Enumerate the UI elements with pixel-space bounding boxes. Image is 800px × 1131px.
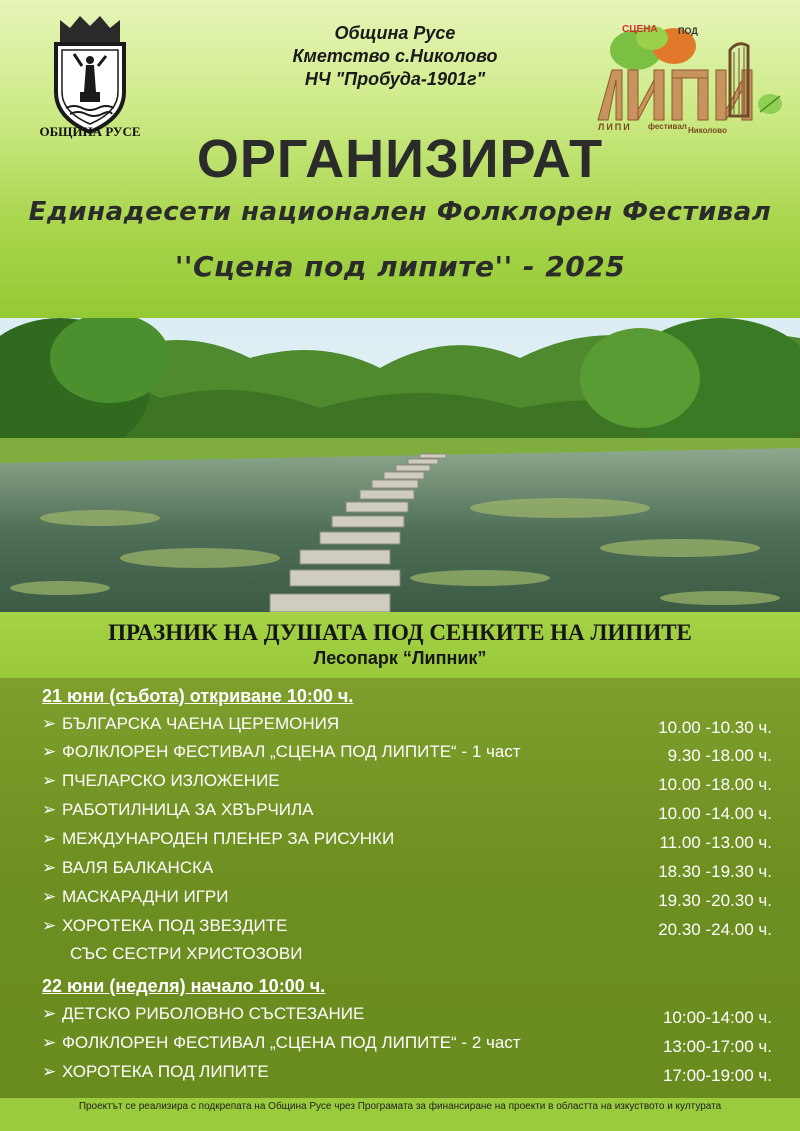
schedule-section (0, 678, 800, 1098)
festival-name-year: ''Сцена под липите'' - 2025 (174, 250, 626, 283)
arrow-bullet-icon: ➢ (42, 1062, 57, 1081)
schedule-row (42, 829, 772, 857)
event-name: РАБОТИЛНИЦА ЗА ХВЪРЧИЛА (62, 800, 314, 819)
schedule-row (42, 1062, 772, 1090)
schedule-row (42, 771, 772, 799)
day2-heading: 22 юни (неделя) начало 10:00 ч. (42, 976, 326, 996)
event-time: 18.30 -19.30 ч. (658, 862, 772, 881)
event-time: 17:00-19:00 ч. (662, 1066, 772, 1085)
organizer-line-2: Кметство с.Николово (292, 46, 498, 66)
logo-word-scena: СЦЕНА (622, 24, 658, 35)
logo-word-festival: фестивал (648, 122, 687, 131)
event-time: 19.30 -20.30 ч. (658, 891, 772, 910)
arrow-bullet-icon: ➢ (42, 916, 57, 935)
schedule-row (42, 1004, 772, 1032)
event-name: БЪЛГАРСКА ЧАЕНА ЦЕРЕМОНИЯ (62, 714, 340, 733)
festival-logo-icon (588, 20, 788, 138)
arrow-bullet-icon: ➢ (42, 1033, 57, 1052)
arrow-bullet-icon: ➢ (42, 887, 57, 906)
schedule-row (42, 800, 772, 828)
schedule-row (42, 1033, 772, 1061)
schedule-row (42, 714, 772, 742)
event-banner (0, 612, 800, 678)
event-name: ДЕТСКО РИБОЛОВНО СЪСТЕЗАНИЕ (62, 1004, 365, 1023)
event-name-continuation: СЪС СЕСТРИ ХРИСТОЗОВИ (70, 944, 303, 963)
arrow-bullet-icon: ➢ (42, 771, 57, 790)
arrow-bullet-icon: ➢ (42, 800, 57, 819)
festival-subtitle: Единадесети национален Фолклорен Фестивал (28, 197, 772, 227)
crest-label: ОБЩИНА РУСЕ (39, 124, 141, 139)
organizers-block (240, 22, 550, 91)
schedule-row (42, 887, 772, 915)
schedule-row (42, 742, 772, 770)
arrow-bullet-icon: ➢ (42, 1004, 57, 1023)
organizer-line-1: Община Русе (334, 23, 456, 43)
event-time: 9.30 -18.00 ч. (667, 746, 772, 765)
poster-footer (0, 1098, 800, 1131)
event-name: МАСКАРАДНИ ИГРИ (62, 887, 229, 906)
event-title: ПРАЗНИК НА ДУШАТА ПОД СЕНКИТЕ НА ЛИПИТЕ (108, 620, 692, 645)
event-name: ФОЛКЛОРЕН ФЕСТИВАЛ „СЦЕНА ПОД ЛИПИТЕ“ - 1 част (62, 742, 521, 761)
event-time: 10.00 -10.30 ч. (658, 718, 772, 737)
organizer-line-3: НЧ "Пробуда-1901г" (304, 69, 486, 89)
schedule-row (42, 858, 772, 886)
festival-logo (588, 20, 788, 138)
arrow-bullet-icon: ➢ (42, 858, 57, 877)
event-name: ХОРОТЕКА ПОД ЗВЕЗДИТЕ (62, 916, 288, 935)
event-name: ФОЛКЛОРЕН ФЕСТИВАЛ „СЦЕНА ПОД ЛИПИТЕ“ - 2 част (62, 1033, 521, 1052)
event-location: Лесопарк “Липник” (313, 648, 487, 668)
event-time: 10.00 -18.00 ч. (658, 775, 772, 794)
arrow-bullet-icon: ➢ (42, 829, 57, 848)
poster-header (0, 0, 800, 318)
logo-word-nikolovo: Николово (688, 126, 727, 135)
day1-heading: 21 юни (събота) откриване 10:00 ч. (42, 686, 354, 706)
funding-note: Проектът се реализира с подкрепата на Община Русе чрез Програмата за финансиране на проекти в областта на изкуството и културата (78, 1101, 722, 1112)
event-name: ХОРОТЕКА ПОД ЛИПИТЕ (62, 1062, 269, 1081)
logo-word-lipi: ЛИПИ (598, 122, 632, 132)
event-name: ВАЛЯ БАЛКАНСКА (62, 858, 214, 877)
arrow-bullet-icon: ➢ (42, 742, 57, 761)
logo-word-pod: ПОД (678, 26, 698, 36)
event-time: 11.00 -13.00 ч. (659, 833, 772, 852)
event-time: 20.30 -24.00 ч. (658, 920, 772, 939)
arrow-bullet-icon: ➢ (42, 714, 57, 733)
event-time: 10.00 -14.00 ч. (658, 804, 772, 823)
event-time: 10:00-14:00 ч. (662, 1008, 772, 1027)
schedule-row (42, 916, 772, 944)
main-title: ОРГАНИЗИРАТ (196, 129, 604, 189)
lake-landscape-image (0, 318, 800, 614)
event-name: ПЧЕЛАРСКО ИЗЛОЖЕНИЕ (62, 771, 280, 790)
event-time: 13:00-17:00 ч. (662, 1037, 772, 1056)
event-name: МЕЖДУНАРОДЕН ПЛЕНЕР ЗА РИСУНКИ (62, 829, 395, 848)
